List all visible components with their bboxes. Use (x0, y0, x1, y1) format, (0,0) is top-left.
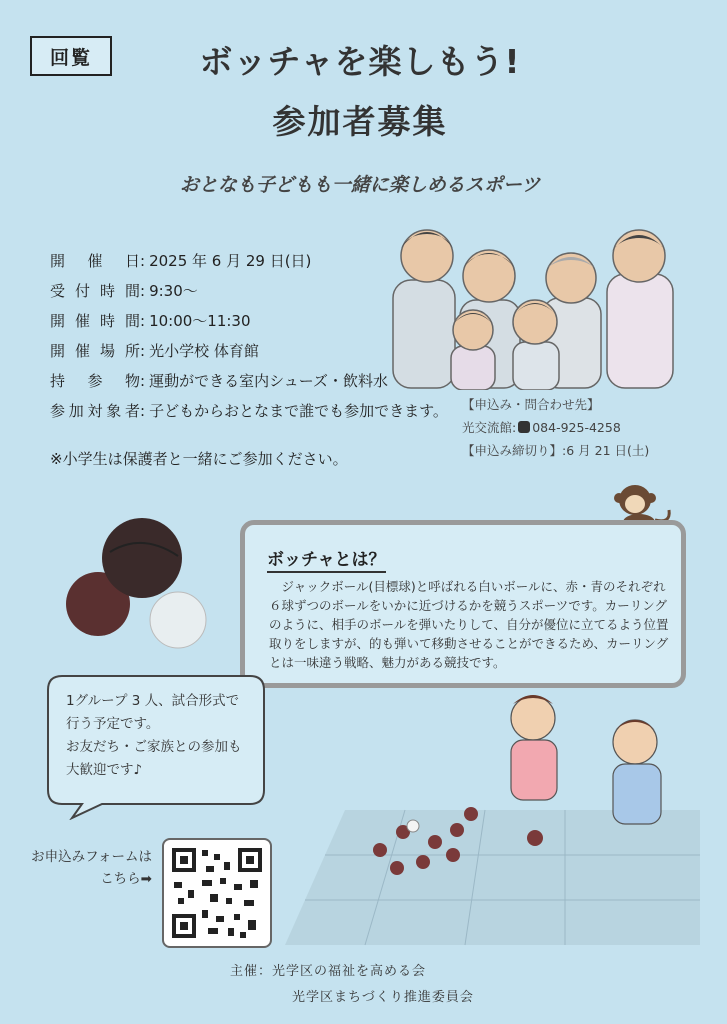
boccia-court-illustration (285, 690, 700, 955)
detail-row: 開 催 時 間 : 10:00〜11:30 (50, 306, 480, 336)
detail-label: 受 付 時 間 (50, 282, 140, 300)
detail-value: 10:00〜11:30 (149, 312, 251, 330)
page-title: ボッチャを楽しもう! (199, 42, 521, 81)
detail-value: 2025 年 6 月 29 日(日) (149, 252, 312, 270)
detail-value: 運動ができる室内シューズ・飲料水 (149, 372, 389, 390)
detail-row: 持 参 物 : 運動ができる室内シューズ・飲料水 (50, 366, 480, 396)
family-illustration (385, 218, 685, 390)
detail-label: 開 催 時 間 (50, 312, 140, 330)
bubble-text: 1グループ 3 人、試合形式で 行う予定です。 お友だち・ご家族との参加も 大歓迎です♪ (66, 693, 242, 778)
contact-phone: 084-925-4258 (532, 420, 621, 435)
boccia-description: ジャックボール(目標球)と呼ばれる白いボールに、赤・青のそれぞれ６球ずつのボールをいかに近づけるかを競うスポーツです。カーリングのように、相手のボールを弾いたりして、自分が優位に立てるよう位置取りをしますが、的も弾いて移動させることができるため、カーリングとは一味違う戦略、魅力がある競技です。 (269, 579, 669, 670)
form-label: お申込みフォームは こちら➡ (31, 849, 152, 887)
detail-label: 開 催 日 (50, 252, 140, 270)
organizer-line2: 光学区まちづくり推進委員会 (292, 990, 474, 1005)
organizer-line1: 主催：光学区の福祉を高める会 (230, 964, 427, 979)
page-title-recruit: 参加者募集 (272, 102, 448, 141)
detail-label: 開 催 場 所 (50, 342, 140, 360)
boccia-balls-photo (60, 512, 220, 652)
note-text: ※小学生は保護者と一緒にご参加ください。 (50, 450, 348, 468)
boccia-heading: ボッチャとは？ (267, 545, 386, 573)
detail-row: 受 付 時 間 : 9:30〜 (50, 276, 480, 306)
detail-value: 9:30〜 (149, 282, 198, 300)
detail-row: 開 催 場 所 : 光小学校 体育館 (50, 336, 480, 366)
qr-code[interactable] (162, 838, 272, 948)
contact-heading: 【申込み・問合わせ先】 (462, 397, 600, 412)
detail-row: 開 催 日 : 2025 年 6 月 29 日(日) (50, 246, 480, 276)
deadline-date: :6 月 21 日(土) (562, 443, 650, 458)
phone-icon (518, 421, 530, 433)
subtitle: おとなも子どもも一緒に楽しめるスポーツ (179, 174, 541, 196)
detail-value: 子どもからおとなまで誰でも参加できます。 (149, 402, 448, 420)
detail-label: 参 加 対 象 者 (50, 402, 140, 420)
deadline-label: 【申込み締切り】 (462, 443, 563, 458)
circulation-badge: 回覧 (30, 36, 112, 76)
detail-row: 参 加 対 象 者 : 子どもからおとなまで誰でも参加できます。 (50, 396, 480, 426)
detail-value: 光小学校 体育館 (149, 342, 259, 360)
contact-info (462, 393, 649, 462)
boccia-explanation-box (240, 520, 686, 688)
contact-org: 光交流館: (462, 420, 517, 435)
detail-label: 持 参 物 (50, 372, 140, 390)
